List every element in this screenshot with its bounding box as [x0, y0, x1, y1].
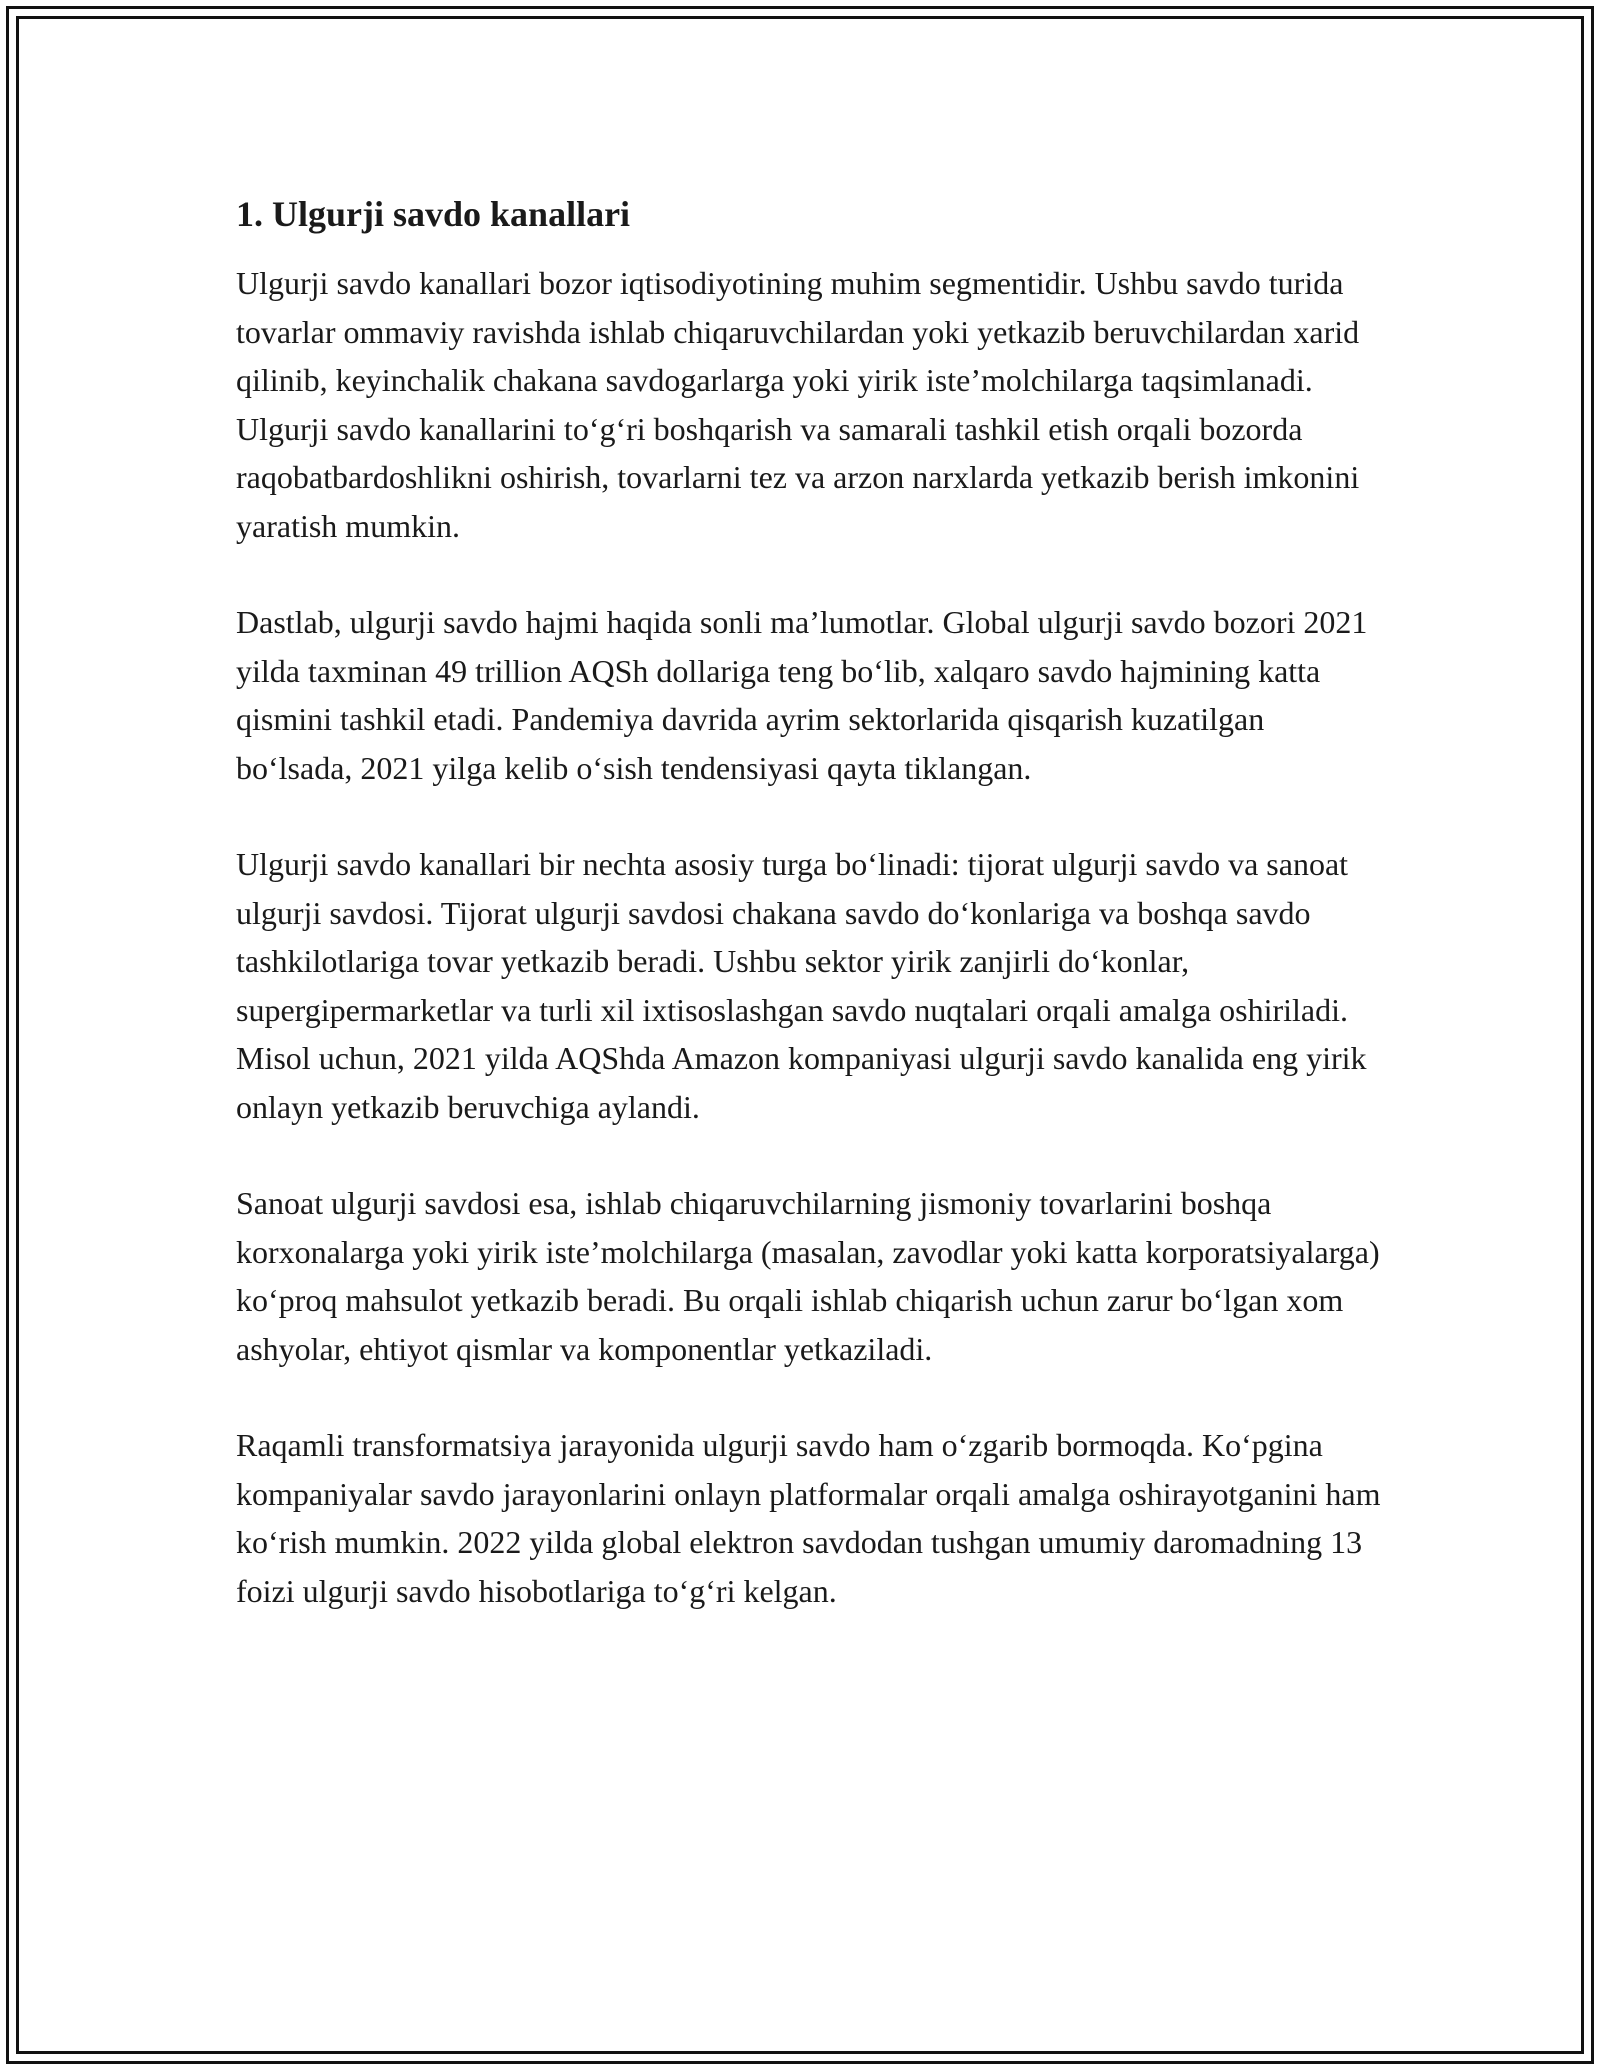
paragraph-industrial-wholesale: Sanoat ulgurji savdosi esa, ishlab chiqaruvchilarning jismoniy tovarlarini boshqa korxonalarga yoki yirik iste’molchilarga (masalan, zavodlar yoki katta korporatsiyalarga) ko‘proq mahsulot yetkazib beradi. Bu orqali ishlab chiqarish uchun zarur bo‘lgan xom ashyolar, ehtiyot qismlar va komponentlar yetkaziladi.: [236, 1185, 1380, 1367]
paragraph-channel-types: Ulgurji savdo kanallari bir nechta asosiy turga bo‘linadi: tijorat ulgurji savdo va sanoat ulgurji savdosi. Tijorat ulgurji savdosi chakana savdo do‘konlariga va boshqa savdo tashkilotlariga tovar yetkazib beradi. Ushbu sektor yirik zanjirli do‘konlar, supergipermarketlar va turli xil ixtisoslashgan savdo nuqtalari orqali amalga oshiriladi. Misol uchun, 2021 yilda AQShda Amazon kompaniyasi ulgurji savdo kanalida eng yirik onlayn yetkazib beruvchiga aylandi.: [236, 846, 1367, 1125]
paragraph-market-size: Dastlab, ulgurji savdo hajmi haqida sonli ma’lumotlar. Global ulgurji savdo bozori 2021 yilda taxminan 49 trillion AQSh dollariga teng bo‘lib, xalqaro savdo hajmining katta qismini tashkil etadi. Pandemiya davrida ayrim sektorlarida qisqarish kuzatilgan bo‘lsada, 2021 yilga kelib o‘sish tendensiyasi qayta tiklangan.: [236, 604, 1368, 786]
paragraph-digital-transformation: Raqamli transformatsiya jarayonida ulgurji savdo ham o‘zgarib bormoqda. Ko‘pgina kompaniyalar savdo jarayonlarini onlayn platformalar orqali amalga oshirayotganini ham ko‘rish mumkin. 2022 yilda global elektron savdodan tushgan umumiy daromadning 13 foizi ulgurji savdo hisobotlariga to‘g‘ri kelgan.: [236, 1427, 1381, 1609]
paragraph-intro: Ulgurji savdo kanallari bozor iqtisodiyotining muhim segmentidir. Ushbu savdo turida tovarlar ommaviy ravishda ishlab chiqaruvchilardan yoki yetkazib beruvchilardan xarid qilinib, keyinchalik chakana savdogarlarga yoki yirik iste’molchilarga taqsimlanadi. Ulgurji savdo kanallarini to‘g‘ri boshqarish va samarali tashkil etish orqali bozorda raqobatbardoshlikni oshirish, tovarlarni tez va arzon narxlarda yetkazib berish imkonini yaratish mumkin.: [236, 265, 1360, 544]
document-body: [236, 188, 1386, 1615]
section-heading: 1. Ulgurji savdo kanallari: [236, 194, 631, 234]
